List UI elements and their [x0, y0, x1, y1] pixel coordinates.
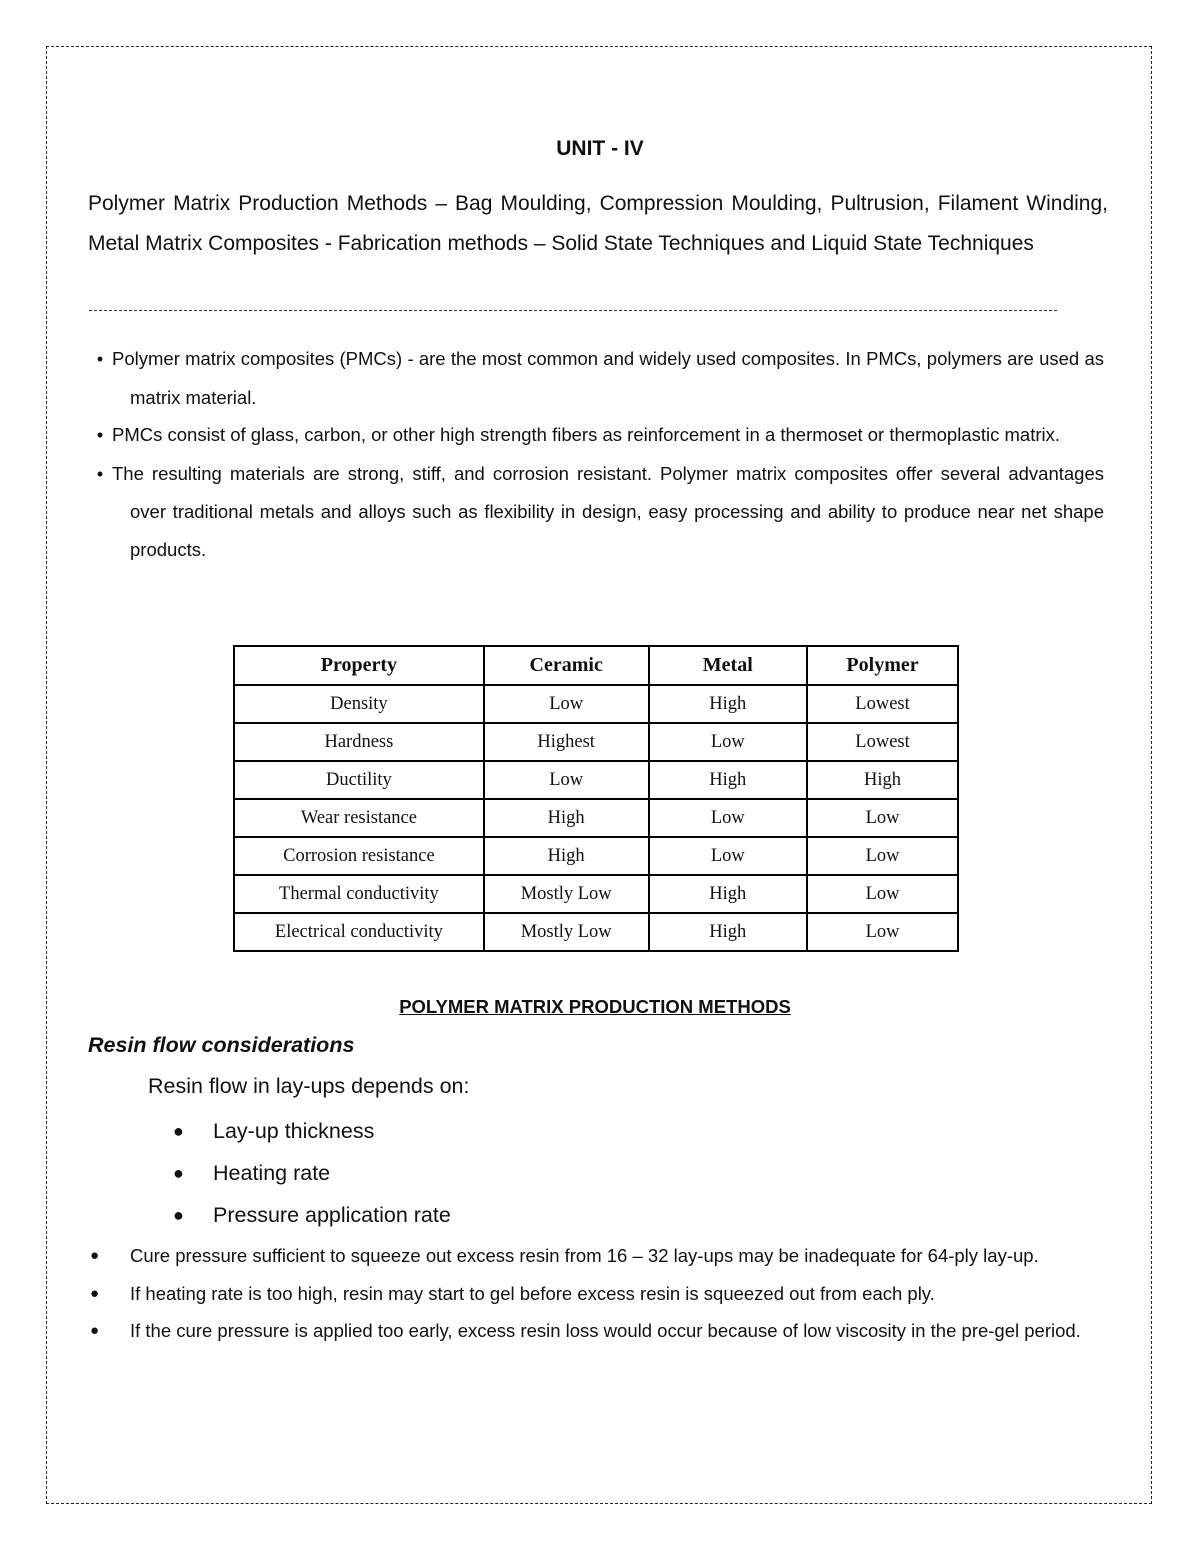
header-polymer: Polymer	[807, 646, 958, 685]
resin-flow-factor-list	[170, 1110, 451, 1236]
table-row	[234, 723, 958, 761]
factor-text: Pressure application rate	[213, 1203, 451, 1227]
bullet-icon: ●	[90, 1284, 100, 1302]
table-cell: High	[649, 685, 808, 723]
table-cell: Low	[649, 837, 808, 875]
list-item	[88, 455, 1104, 569]
bullet-icon: ●	[173, 1205, 184, 1225]
table-cell: Mostly Low	[484, 875, 649, 913]
dashed-divider	[89, 310, 1057, 311]
header-metal: Metal	[649, 646, 808, 685]
table-cell: High	[484, 799, 649, 837]
table-cell: Thermal conductivity	[234, 875, 484, 913]
table-cell: Wear resistance	[234, 799, 484, 837]
table-cell: Low	[649, 799, 808, 837]
bullet-icon: ●	[90, 1247, 100, 1264]
header-ceramic: Ceramic	[484, 646, 649, 685]
intro-bullet-text: The resulting materials are strong, stiff, and corrosion resistant. Polymer matrix composites offer several advantages over traditional metals and alloys such as flexibility in design, easy processing and ability to produce near net shape products.	[112, 462, 1104, 560]
factor-text: Lay-up thickness	[213, 1119, 375, 1143]
note-text: If the cure pressure is applied too early, excess resin loss would occur because of low viscosity in the pre-gel period.	[130, 1320, 1081, 1341]
table-cell: High	[807, 761, 958, 799]
syllabus-text: Polymer Matrix Production Methods – Bag Moulding, Compression Moulding, Pultrusion, Filament Winding, Metal Matrix Composites - Fabrication methods – Solid State Techniques and Liquid State Techniques	[88, 192, 1108, 255]
bullet-icon: •	[96, 425, 104, 445]
table-cell: Low	[484, 685, 649, 723]
intro-bullet-list	[88, 340, 1104, 568]
intro-bullet-text: Polymer matrix composites (PMCs) - are the most common and widely used composites. In PMCs, polymers are used as matrix material.	[112, 348, 1104, 408]
header-property: Property	[234, 646, 484, 685]
table-cell: High	[649, 761, 808, 799]
resin-flow-intro: Resin flow in lay-ups depends on:	[148, 1074, 470, 1098]
table-cell: Low	[484, 761, 649, 799]
list-item	[170, 1152, 451, 1194]
table-cell: High	[649, 875, 808, 913]
table-cell: Lowest	[807, 685, 958, 723]
list-item	[88, 416, 1104, 455]
table-cell: Lowest	[807, 723, 958, 761]
intro-bullet-text: PMCs consist of glass, carbon, or other high strength fibers as reinforcement in a thermoset or thermoplastic matrix.	[112, 424, 1061, 445]
factor-text: Heating rate	[213, 1161, 331, 1185]
table-cell: Electrical conductivity	[234, 913, 484, 951]
list-item	[170, 1194, 451, 1236]
bullet-icon: ●	[173, 1121, 184, 1141]
table-cell: Low	[807, 875, 958, 913]
table-row	[234, 799, 958, 837]
bullet-icon: ●	[173, 1163, 184, 1183]
table-row	[234, 761, 958, 799]
note-text: Cure pressure sufficient to squeeze out excess resin from 16 – 32 lay-ups may be inadequate for 64-ply lay-up.	[130, 1245, 1039, 1266]
bullet-icon: •	[96, 463, 104, 484]
table-cell: Low	[807, 913, 958, 951]
note-text: If heating rate is too high, resin may start to gel before excess resin is squeezed out from each ply.	[130, 1282, 935, 1304]
table-cell: Low	[807, 799, 958, 837]
table-row	[234, 837, 958, 875]
list-item	[88, 1237, 1098, 1275]
notes-bullet-list	[88, 1237, 1098, 1350]
table-row	[234, 913, 958, 951]
table-cell: Density	[234, 685, 484, 723]
list-item	[88, 1312, 1098, 1350]
unit-title: UNIT - IV	[556, 137, 644, 160]
table-row	[234, 875, 958, 913]
table-cell: Low	[807, 837, 958, 875]
table-cell: Hardness	[234, 723, 484, 761]
bullet-icon: •	[96, 349, 104, 369]
bullet-icon: ●	[90, 1322, 100, 1339]
table-cell: High	[649, 913, 808, 951]
table-cell: Mostly Low	[484, 913, 649, 951]
subsection-heading: Resin flow considerations	[88, 1033, 355, 1057]
list-item	[88, 1275, 1098, 1313]
list-item	[88, 340, 1104, 416]
property-comparison-table	[233, 645, 959, 952]
table-cell: Corrosion resistance	[234, 837, 484, 875]
section-heading: POLYMER MATRIX PRODUCTION METHODS	[399, 996, 791, 1017]
table-cell: Ductility	[234, 761, 484, 799]
table-cell: High	[484, 837, 649, 875]
list-item	[170, 1110, 451, 1152]
table-cell: Highest	[484, 723, 649, 761]
table-header-row	[234, 646, 958, 685]
table-row	[234, 685, 958, 723]
table-cell: Low	[649, 723, 808, 761]
